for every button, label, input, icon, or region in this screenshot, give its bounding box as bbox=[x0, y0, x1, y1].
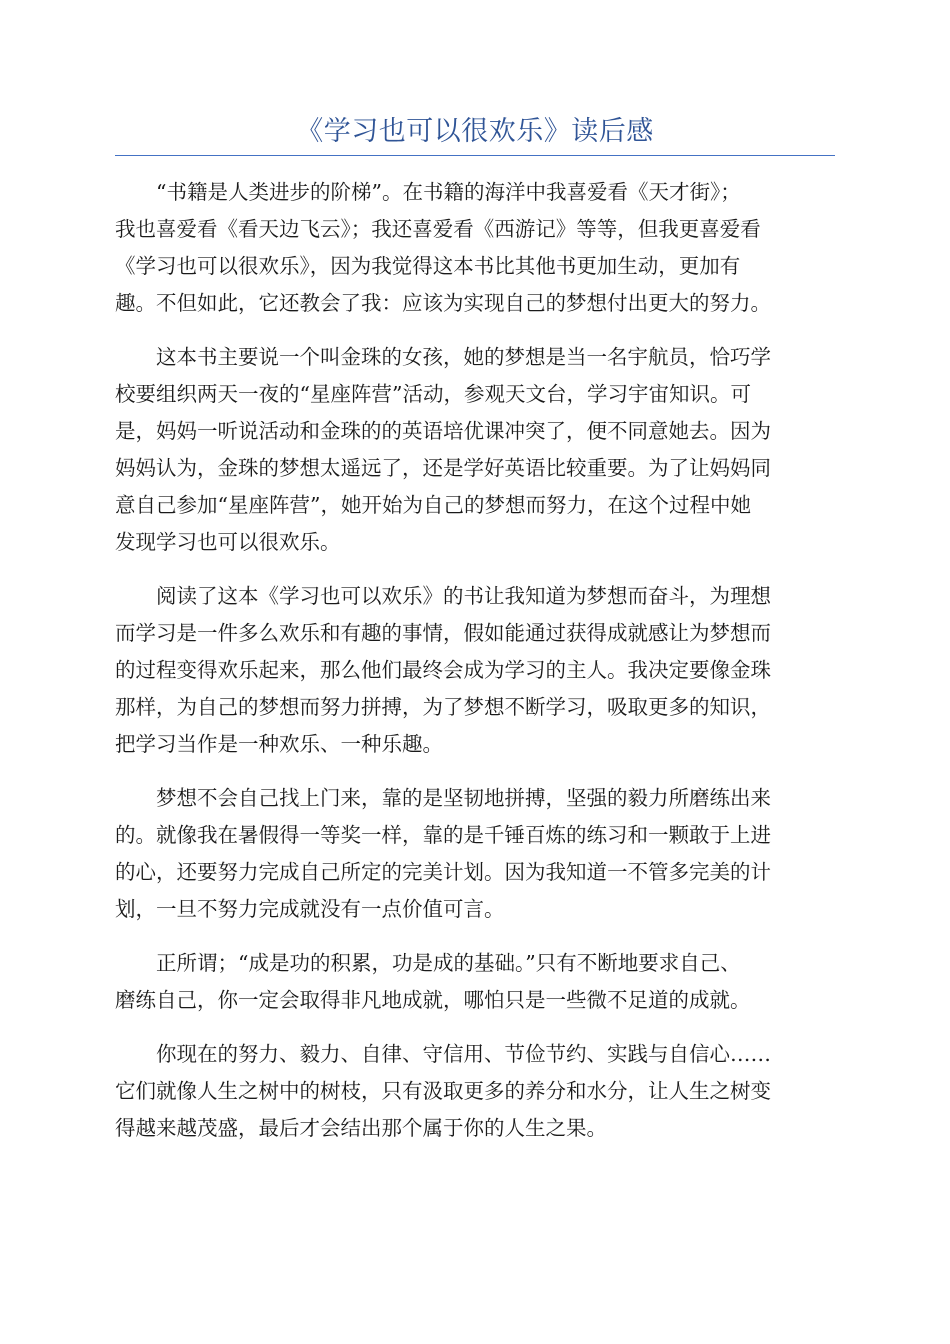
paragraph-line: 妈妈认为，金珠的梦想太遥远了，还是学好英语比较重要。为了让妈妈同 bbox=[115, 456, 771, 480]
body-paragraph bbox=[115, 945, 835, 1019]
body-paragraph bbox=[115, 339, 835, 561]
paragraph-line: 而学习是一件多么欢乐和有趣的事情，假如能通过获得成就感让为梦想而 bbox=[115, 621, 771, 645]
paragraph-line: 意自己参加“星座阵营”，她开始为自己的梦想而努力，在这个过程中她 bbox=[115, 493, 751, 517]
paragraph-line: 这本书主要说一个叫金珠的女孩，她的梦想是当一名宇航员，恰巧学 bbox=[156, 345, 771, 369]
body-paragraph bbox=[115, 780, 835, 928]
paragraph-line: 把学习当作是一种欢乐、一种乐趣。 bbox=[115, 732, 443, 756]
paragraph-line: 划，一旦不努力完成就没有一点价值可言。 bbox=[115, 897, 505, 921]
paragraph-line: 它们就像人生之树中的树枝，只有汲取更多的养分和水分，让人生之树变 bbox=[115, 1079, 771, 1103]
title-underline bbox=[115, 155, 835, 156]
paragraph-line: 的过程变得欢乐起来，那么他们最终会成为学习的主人。我决定要像金珠 bbox=[115, 658, 771, 682]
paragraph-line: 梦想不会自己找上门来，靠的是坚韧地拼搏，坚强的毅力所磨练出来 bbox=[156, 786, 771, 810]
paragraph-line: 阅读了这本《学习也可以欢乐》的书让我知道为梦想而奋斗，为理想 bbox=[156, 584, 771, 608]
paragraph-line: 正所谓；“成是功的积累，功是成的基础。”只有不断地要求自己、 bbox=[156, 951, 741, 975]
document-title: 《学习也可以很欢乐》读后感 bbox=[296, 116, 654, 147]
document-body bbox=[115, 174, 835, 1164]
paragraph-line: 趣。不但如此，它还教会了我：应该为实现自己的梦想付出更大的努力。 bbox=[115, 291, 771, 315]
paragraph-line: 我也喜爱看《看天边飞云》；我还喜爱看《西游记》等等，但我更喜爱看 bbox=[115, 217, 761, 241]
paragraph-line: “书籍是人类进步的阶梯”。在书籍的海洋中我喜爱看《天才街》； bbox=[156, 180, 741, 204]
paragraph-line: 你现在的努力、毅力、自律、守信用、节俭节约、实践与自信心…… bbox=[156, 1042, 771, 1066]
paragraph-line: 是，妈妈一听说活动和金珠的的英语培优课冲突了，便不同意她去。因为 bbox=[115, 419, 771, 443]
body-paragraph bbox=[115, 174, 835, 322]
paragraph-line: 校要组织两天一夜的“星座阵营”活动，参观天文台，学习宇宙知识。可 bbox=[115, 382, 751, 406]
paragraph-line: 《学习也可以很欢乐》，因为我觉得这本书比其他书更加生动，更加有 bbox=[115, 254, 741, 278]
body-paragraph bbox=[115, 1036, 835, 1147]
body-paragraph bbox=[115, 578, 835, 763]
paragraph-line: 磨练自己，你一定会取得非凡地成就，哪怕只是一些微不足道的成就。 bbox=[115, 988, 751, 1012]
paragraph-line: 的心，还要努力完成自己所定的完美计划。因为我知道一不管多完美的计 bbox=[115, 860, 771, 884]
paragraph-line: 的。就像我在暑假得一等奖一样，靠的是千锤百炼的练习和一颗敢于上进 bbox=[115, 823, 771, 847]
paragraph-line: 发现学习也可以很欢乐。 bbox=[115, 530, 341, 554]
paragraph-line: 得越来越茂盛，最后才会结出那个属于你的人生之果。 bbox=[115, 1116, 607, 1140]
paragraph-line: 那样，为自己的梦想而努力拼搏，为了梦想不断学习，吸取更多的知识， bbox=[115, 695, 771, 719]
